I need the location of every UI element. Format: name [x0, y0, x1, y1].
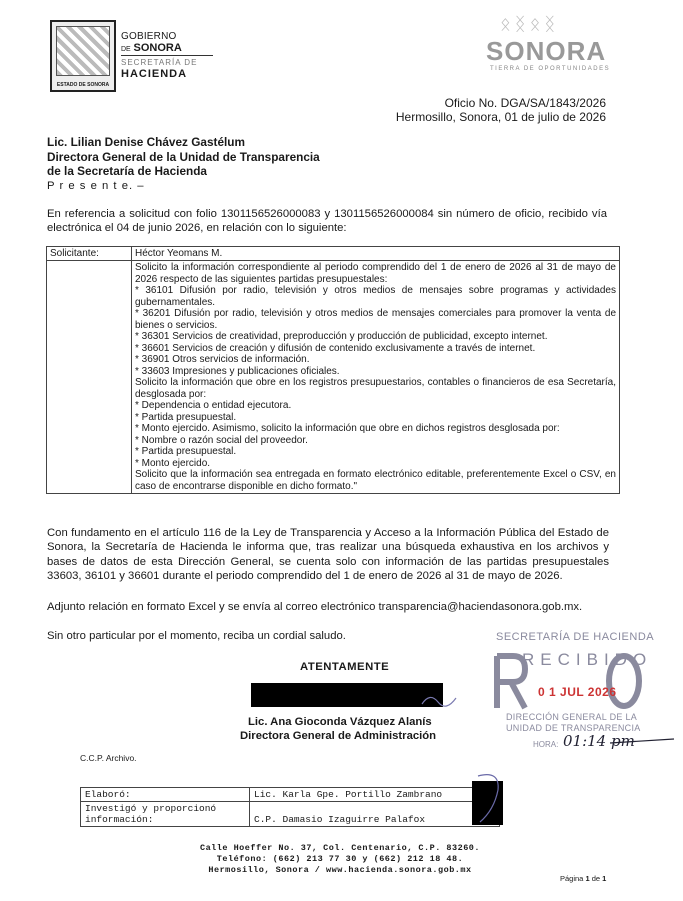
list-item: * Monto ejercido. Asimismo, solicito la información que obre en dichos registros desglosada por: [135, 423, 560, 434]
recipient-name: Lic. Lilian Denise Chávez Gastélum [47, 135, 245, 149]
gob-line2: DE SONORA [121, 42, 182, 54]
elaboro-table [80, 787, 500, 827]
list-item: * 33603 Impresiones y publicaciones oficiales. [135, 365, 340, 377]
stamp-big-r-mark [493, 652, 529, 710]
list-item: Solicito la información que obre en los registros presupuestarios, contables o financieros de esa Secretaría, desglosada por: [135, 377, 616, 400]
signature-scribble-icon [420, 690, 460, 710]
crest-shield [56, 26, 110, 76]
list-item: * 36601 Servicios de creación y difusión de contenido exclusivamente a través de internet. [135, 342, 536, 354]
table-row [47, 261, 620, 494]
list-item: * Nombre o razón social del proveedor. [135, 434, 308, 446]
signer-name: Lic. Ana Gioconda Vázquez Alanís [248, 716, 432, 728]
gob-line1: GOBIERNO [121, 31, 177, 42]
elaboro-value: Lic. Karla Gpe. Portillo Zambrano [250, 788, 500, 802]
stamp-secretaria: SECRETARÍA DE HACIENDA [496, 631, 655, 643]
initials-scribble-icon [470, 770, 510, 830]
ccp: C.C.P. Archivo. [80, 753, 137, 763]
gob-hacienda: HACIENDA [121, 68, 188, 80]
stamp-direccion: DIRECCIÓN GENERAL DE LA [506, 712, 638, 722]
redacted-signature [251, 683, 443, 707]
body-paragraph-3: Sin otro particular por el momento, reciba un cordial saludo. [47, 630, 346, 642]
sonora-brand-pattern: ᛟᛝᛟᛝ [500, 14, 560, 34]
stamp-hora-value: 01:14 pm [563, 732, 635, 750]
list-item: * 36201 Difusión por radio, televisión y otros medios de mensajes comerciales para promover la venta de bienes o servicios. [135, 308, 616, 331]
recipient-role2: de la Secretaría de Hacienda [47, 164, 207, 178]
recipient-role1: Directora General de la Unidad de Transparencia [47, 150, 320, 164]
stamp-date: 0 1 JUL 2026 [538, 685, 617, 699]
sonora-tagline: TIERRA DE OPORTUNIDADES [490, 66, 611, 72]
oficio-number: Oficio No. DGA/SA/1843/2026 [444, 96, 606, 110]
list-item: * 36101 Difusión por radio, televisión y otros medios de mensajes sobre programas y actividades gubernamentales. [135, 285, 616, 308]
investigo-value: C.P. Damasio Izaguirre Palafox [250, 802, 500, 827]
body-paragraph-2: Adjunto relación en formato Excel y se envía al correo electrónico transparencia@haciendasonora.gob.mx. [47, 601, 583, 613]
stamp-big-o-mark [604, 652, 644, 715]
crest-label: ESTADO DE SONORA [56, 82, 110, 88]
list-item: * Dependencia o entidad ejecutora. [135, 400, 292, 411]
intro-paragraph: En referencia a solicitud con folio 1301156526000083 y 1301156526000084 sin número de oficio, recibido vía electrónica el 04 de junio 2026, en relación con lo siguiente: [47, 208, 607, 235]
list-item: Solicito la información correspondiente al periodo comprendido del 1 de enero de 2026 al 31 de mayo de 2026 respecto de las siguientes partidas presupuestales: [135, 262, 616, 285]
table-row [81, 802, 500, 827]
list-item: * Partida presupuestal. [135, 411, 237, 423]
elaboro-label: Elaboró: [81, 788, 250, 802]
list-item: * Monto ejercido. [135, 457, 211, 469]
closing: ATENTAMENTE [300, 661, 390, 673]
address-line1: Calle Hoeffer No. 37, Col. Centenario, C.P. 83260. [199, 843, 481, 853]
stamp-hora-underline-icon [608, 735, 678, 749]
signer-role: Directora General de Administración [240, 730, 437, 742]
request-table [46, 246, 620, 494]
gob-secretaria: SECRETARÍA DE [121, 58, 198, 67]
stamp-hora-label: HORA: [533, 740, 559, 749]
state-crest-logo [50, 20, 116, 92]
list-item: * 36901 Otros servicios de información. [135, 354, 310, 365]
address-line2: Teléfono: (662) 213 77 30 y (662) 212 18 48. [216, 854, 464, 864]
header-divider [121, 55, 213, 56]
page-number: Página 1 de 1 [560, 874, 607, 883]
solicitante-name: Héctor Yeomans M. [132, 247, 620, 261]
address-line3: Hermosillo, Sonora / www.hacienda.sonora.gob.mx [208, 865, 472, 875]
request-body [132, 261, 620, 494]
table-row [81, 788, 500, 802]
sonora-brand-logo: SONORA [486, 36, 607, 66]
stamp-unidad: UNIDAD DE TRANSPARENCIA [506, 723, 641, 733]
table-row [47, 247, 620, 261]
stamp-recibido: RECIBIDO [522, 650, 653, 669]
investigo-label: Investigó y proporcionó información: [81, 802, 250, 827]
empty-cell [47, 261, 132, 494]
place-date: Hermosillo, Sonora, 01 de julio de 2026 [395, 110, 606, 124]
list-item: Solicito que la información sea entregada en formato electrónico editable, preferentemente Excel o CSV, en caso de encontrarse disponible en dicho formato." [135, 469, 616, 492]
solicitante-label: Solicitante: [47, 247, 132, 261]
body-paragraph-1: Con fundamento en el artículo 116 de la Ley de Transparencia y Acceso a la Información Pública del Estado de Sonora, la Secretaría de Hacienda le informa que, tras realizar una búsqueda exhaustiva en los archivos y bases de datos de esta Dirección General, se cuenta solo con información de las partidas presupuestales 33603, 36101 y 36601 durante el periodo comprendido del 1 de enero de 2026 al 31 de mayo de 2026. [47, 527, 609, 583]
presente: P r e s e n t e. – [47, 180, 145, 192]
list-item: * 36301 Servicios de creatividad, preproducción y producción de publicidad, excepto internet. [135, 331, 548, 342]
list-item: * Partida presupuestal. [135, 446, 237, 457]
